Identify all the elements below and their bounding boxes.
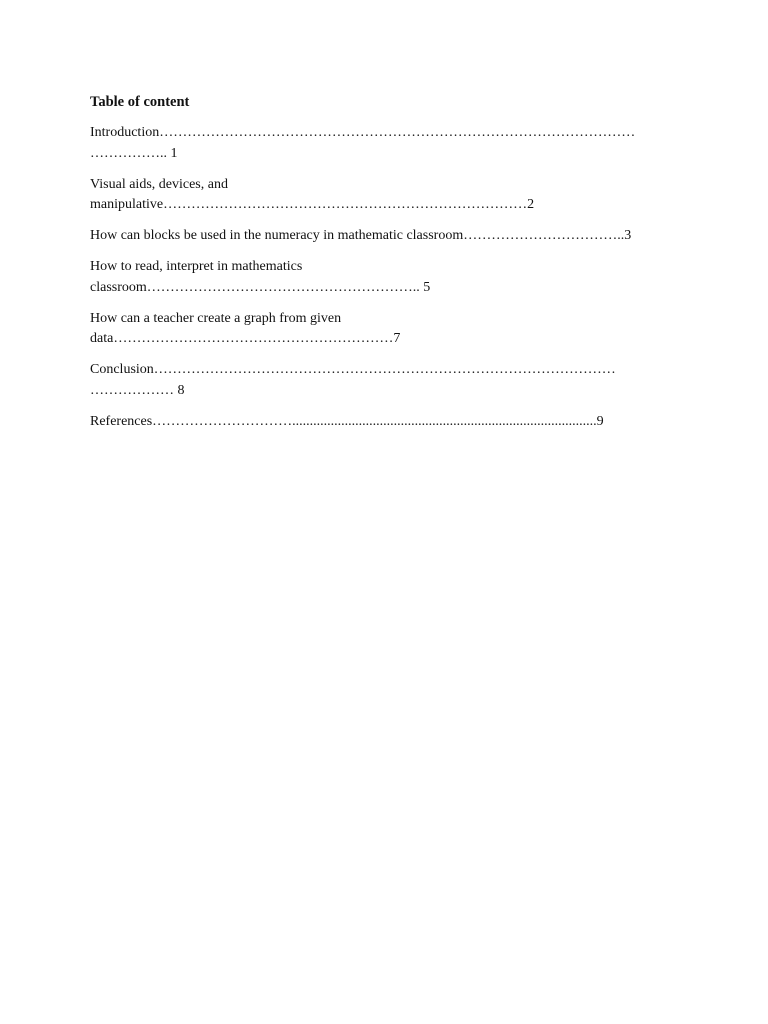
toc-entry-create-graph (90, 309, 690, 350)
toc-entry-visual-aids (90, 175, 690, 216)
toc-entry-blocks (90, 226, 690, 247)
toc-title: Table of content (90, 94, 190, 110)
toc-entry-line: How can a teacher create a graph from given (90, 310, 342, 326)
toc-entry-line: How to read, interpret in mathematics (90, 259, 303, 274)
toc-entry-line: data……………………………………………………7 (90, 331, 401, 346)
table-of-contents (90, 93, 690, 443)
toc-entry-conclusion (90, 360, 690, 401)
toc-entry-line: …………….. 1 (90, 145, 178, 161)
toc-entry-line: ……………… 8 (90, 382, 185, 398)
toc-entry-line: References………………………….......................................................................................9 (90, 413, 604, 429)
toc-entry-line: Introduction………………………………………………………………………………………… (90, 125, 636, 140)
toc-entry-references (90, 412, 690, 433)
toc-entry-line: How can blocks be used in the numeracy in mathematic classroom……………………………..3 (90, 228, 632, 243)
toc-entry-line: manipulative……………………………………………………………………2 (90, 197, 535, 212)
toc-entry-line: Conclusion……………………………………………………………………………………… (90, 362, 616, 377)
toc-entry-line: Visual aids, devices, and (90, 176, 228, 192)
toc-entry-read-interpret (90, 257, 690, 298)
toc-entry-line: classroom………………………………………………….. 5 (90, 279, 431, 295)
toc-entry-introduction (90, 123, 690, 164)
